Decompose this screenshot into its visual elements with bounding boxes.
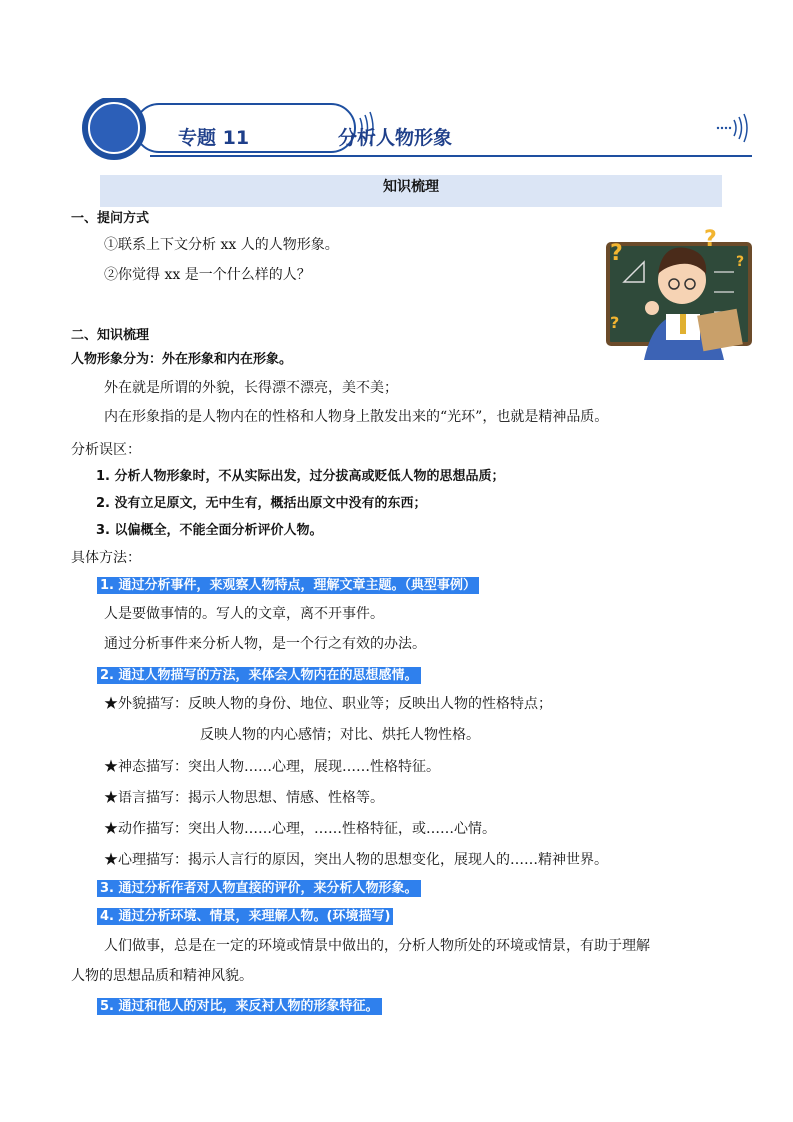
method-4-line: 人们做事，总是在一定的环境或情景中做出的，分析人物所处的环境或情景，有助于理解	[104, 938, 650, 954]
page-title: 分析人物形象	[338, 127, 453, 149]
method-3-highlight: 3. 通过分析作者对人物直接的评价，来分析人物形象。	[97, 880, 421, 897]
question-1: ①联系上下文分析 xx 人的人物形象。	[104, 237, 339, 253]
method-2-title	[97, 665, 421, 686]
method-1-highlight: 1. 通过分析事件，来观察人物特点，理解文章主题。（典型事例）	[97, 577, 479, 594]
mistake-item: 2. 没有立足原文，无中生有，概括出原文中没有的东西；	[96, 496, 427, 511]
method-1-title	[97, 575, 479, 596]
description-item: ★神态描写：突出人物……心理，展现……性格特征。	[104, 759, 440, 775]
method-1-line: 人是要做事情的。写人的文章，离不开事件。	[104, 606, 384, 622]
method-4-highlight: 4. 通过分析环境、情景，来理解人物。(环境描写)	[97, 908, 393, 925]
topic-label: 专题 11	[178, 127, 250, 149]
intro-text: 人物形象分为：外在形象和内在形象。	[71, 352, 293, 367]
mistakes-label: 分析误区：	[71, 442, 141, 458]
inner-image-text: 内在形象指的是人物内在的性格和人物身上散发出来的“光环”，也就是精神品质。	[104, 409, 609, 425]
mistake-item: 3. 以偏概全，不能全面分析评价人物。	[96, 523, 323, 538]
svg-text:?: ?	[704, 227, 717, 252]
description-item: 反映人物的内心感情；对比、烘托人物性格。	[200, 727, 480, 743]
method-5-title	[97, 996, 382, 1017]
mistake-item: 1. 分析人物形象时，不从实际出发，过分拔高或贬低人物的思想品质；	[96, 469, 505, 484]
teacher-illustration	[604, 222, 754, 360]
svg-text:?: ?	[610, 241, 623, 266]
question-2: ②你觉得 xx 是一个什么样的人？	[104, 267, 311, 283]
description-item: ★心理描写：揭示人言行的原因，突出人物的思想变化，展现人的……精神世界。	[104, 852, 608, 868]
method-3-title	[97, 878, 421, 899]
method-2-highlight: 2. 通过人物描写的方法，来体会人物内在的思想感情。	[97, 667, 421, 684]
method-4-line: 人物的思想品质和精神风貌。	[71, 968, 253, 984]
section-heading-questions: 一、提问方式	[71, 211, 150, 226]
svg-text:?: ?	[736, 254, 745, 270]
svg-text:?: ?	[610, 313, 620, 332]
section-banner	[100, 175, 722, 207]
description-item: ★动作描写：突出人物……心理，……性格特征，或……心情。	[104, 821, 496, 837]
section-heading-knowledge: 二、知识梳理	[71, 328, 150, 343]
banner-label: 知识梳理	[383, 179, 439, 195]
method-4-title	[97, 906, 393, 927]
description-item: ★语言描写：揭示人物思想、情感、性格等。	[104, 790, 384, 806]
methods-label: 具体方法：	[71, 550, 141, 566]
description-item: ★外貌描写：反映人物的身份、地位、职业等；反映出人物的性格特点；	[104, 696, 552, 712]
method-1-line: 通过分析事件来分析人物，是一个行之有效的办法。	[104, 636, 426, 652]
outer-image-text: 外在就是所谓的外貌，长得漂不漂亮，美不美；	[104, 380, 398, 396]
method-5-highlight: 5. 通过和他人的对比，来反衬人物的形象特征。	[97, 998, 382, 1015]
